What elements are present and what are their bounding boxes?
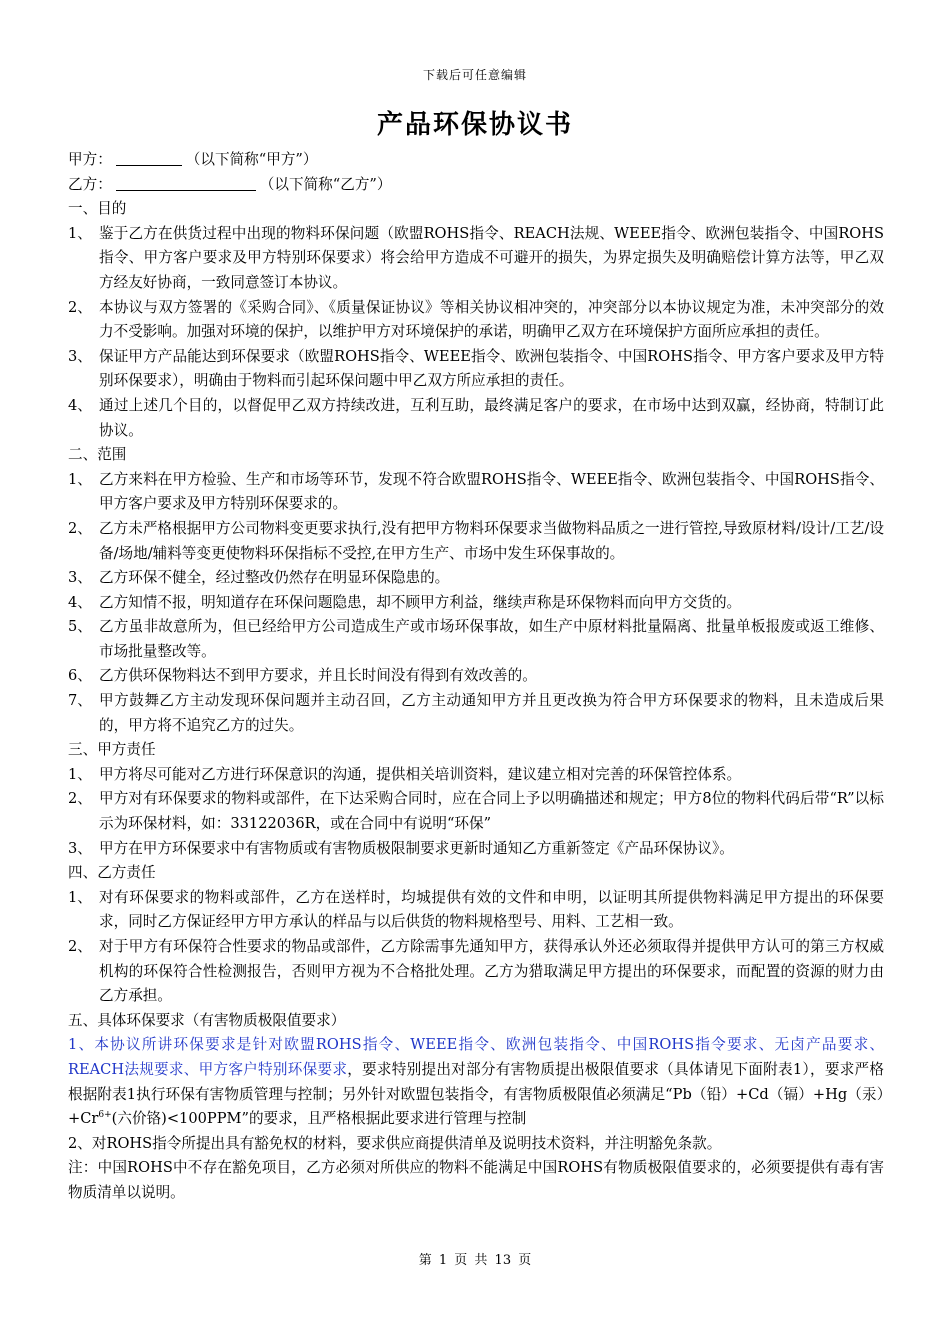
list-item [68, 689, 884, 738]
item-text: 保证甲方产品能达到环保要求（欧盟ROHS指令、WEEE指令、欧洲包装指令、中国ROHS指令、甲方客户要求及甲方特别环保要求），明确由于物料而引起环保问题中甲乙双方所应承担的责任。 [99, 347, 884, 390]
paragraph-text: ，要求特别提出对部分有害物质提出极限值要求（具体请见下面附表1），要求严格根据附表1执行环保有害物质管理与控制；另外针对欧盟包装指令，有害物质极限值必须满足“Pb（铅）+Cd（镉）+Hg（汞）+Cr [68, 1060, 884, 1128]
item-text: 鉴于乙方在供货过程中出现的物料环保问题（欧盟ROHS指令、REACH法规、WEEE指令、欧洲包装指令、中国ROHS指令、甲方客户要求及甲方特别环保要求）将会给甲方造成不可避开的损失，为界定损失及明确赔偿计算方法等，甲乙双方经友好协商，一致同意签订本协议。 [99, 224, 884, 291]
item-number: 4、 [68, 396, 92, 414]
list-item [68, 787, 884, 836]
item-number: 4、 [68, 593, 92, 611]
list-item [68, 763, 884, 788]
item-number: 1、 [68, 224, 92, 242]
section-heading-purpose: 一、目的 [68, 200, 127, 218]
item-text: 乙方环保不健全，经过整改仍然存在明显环保隐患的。 [99, 569, 450, 587]
list-item [68, 615, 884, 664]
item-text: 乙方来料在甲方检验、生产和市场等环节，发现不符合欧盟ROHS指令、WEEE指令、欧洲包装指令、中国ROHS指令、甲方客户要求及甲方特别环保要求的。 [99, 470, 884, 513]
item-text: 甲方在甲方环保要求中有害物质或有害物质极限制要求更新时通知乙方重新签定《产品环保协议》。 [99, 839, 734, 857]
party-a-label: 甲方： [68, 151, 112, 168]
document-body [68, 148, 884, 1206]
list-item [68, 468, 884, 517]
item-number: 2、 [68, 938, 92, 955]
section-heading-party-b-duty: 四、乙方责任 [68, 864, 156, 882]
item-text: 对有环保要求的物料或部件，乙方在送样时，均城提供有效的文件和申明，以证明其所提供物料满足甲方提出的环保要求，同时乙方保证经甲方甲方承认的样品与以后供货的物料规格型号、用料、工艺相一致。 [99, 888, 884, 931]
item-text: 乙方知情不报，明知道存在环保问题隐患，却不顾甲方利益，继续声称是环保物料而向甲方交货的。 [99, 593, 742, 611]
party-a-line [68, 148, 884, 173]
item-number: 5、 [68, 618, 92, 636]
item-number: 2、 [68, 519, 92, 537]
list-item [68, 935, 884, 1009]
item-number: 3、 [68, 569, 92, 587]
list-item [68, 394, 884, 443]
highlighted-text: 1、本协议所讲环保要求是针对欧盟ROHS指令、WEEE指令、欧洲包装指令、中国ROHS指令要求、无卤产品要求、REACH法规要求、甲方客户特别环保要求 [68, 1036, 884, 1078]
page-header: 下载后可任意编辑 [422, 68, 527, 82]
section-heading-requirements: 五、具体环保要求（有害物质极限值要求） [68, 1011, 346, 1029]
item-text: 甲方对有环保要求的物料或部件，在下达采购合同时，应在合同上予以明确描述和规定；甲方8位的物料代码后带“R”以标示为环保材料，如：33122036R，或在合同中有说明“环保” [99, 790, 884, 833]
paragraph-text: (六价铬)<100PPM”的要求，且严格根据此要求进行管理与控制 [111, 1110, 527, 1128]
item-text: 乙方虽非故意所为，但已经给甲方公司造成生产或市场环保事故，如生产中原材料批量隔离、批量单板报废或返工维修、市场批量整改等。 [99, 618, 884, 660]
requirement-paragraph-1 [68, 1033, 884, 1131]
list-item [68, 566, 884, 591]
item-text: 本协议与双方签署的《采购合同》、《质量保证协议》等相关协议相冲突的，冲突部分以本协议规定为准，未冲突部分的效力不受影响。加强对环境的保护，以维护甲方对环境保护的承诺，明确甲乙双方在环境保护方面所应承担的责任。 [99, 298, 884, 341]
list-item [68, 296, 884, 345]
list-item [68, 837, 884, 862]
list-item [68, 591, 884, 616]
requirement-paragraph-2: 2、对ROHS指令所提出具有豁免权的材料，要求供应商提供清单及说明技术资料，并注明豁免条款。 [68, 1134, 722, 1152]
item-number: 1、 [68, 765, 92, 783]
item-text: 甲方鼓舞乙方主动发现环保问题并主动召回，乙方主动通知甲方并且更改换为符合甲方环保要求的物料，且未造成后果的，甲方将不追究乙方的过失。 [99, 692, 884, 734]
party-b-line [68, 173, 884, 198]
item-number: 6、 [68, 667, 92, 685]
party-a-suffix: （以下简称“甲方”） [185, 151, 318, 168]
item-number: 1、 [68, 470, 92, 488]
item-text: 乙方未严格根据甲方公司物料变更要求执行,没有把甲方物料环保要求当做物料品质之一进行管控,导致原材料/设计/工艺/设备/场地/辅料等变更使物料环保指标不受控,在甲方生产、市场中发生环保事故的。 [99, 519, 884, 562]
list-item [68, 222, 884, 296]
party-b-label: 乙方： [68, 175, 112, 193]
item-number: 2、 [68, 298, 92, 316]
list-item [68, 345, 884, 394]
superscript-text: 6+ [98, 1110, 112, 1121]
list-item [68, 886, 884, 935]
item-text: 乙方供环保物料达不到甲方要求，并且长时间没有得到有效改善的。 [99, 667, 537, 685]
item-number: 2、 [68, 790, 92, 808]
item-number: 3、 [68, 347, 92, 365]
party-b-blank [116, 173, 256, 191]
item-text: 甲方将尽可能对乙方进行环保意识的沟通，提供相关培训资料，建议建立相对完善的环保管控体系。 [99, 765, 742, 783]
section-heading-scope: 二、范围 [68, 446, 127, 464]
item-number: 3、 [68, 839, 92, 857]
party-b-suffix: （以下简称“乙方”） [259, 175, 392, 193]
document-title: 产品环保协议书 [376, 110, 573, 140]
item-text: 对于甲方有环保符合性要求的物品或部件，乙方除需事先通知甲方，获得承认外还必须取得并提供甲方认可的第三方权威机构的环保符合性检测报告，否则甲方视为不合格批处理。乙方为猎取满足甲方提出的环保要求，而配置的资源的财力由乙方承担。 [99, 938, 884, 1005]
list-item [68, 664, 884, 689]
item-text: 通过上述几个目的，以督促甲乙双方持续改进，互利互助，最终满足客户的要求，在市场中达到双赢，经协商，特制订此协议。 [99, 396, 884, 439]
item-number: 7、 [68, 692, 92, 710]
party-a-blank [116, 148, 182, 166]
item-number: 1、 [68, 888, 92, 906]
note-paragraph: 注：中国ROHS中不存在豁免项目，乙方必须对所供应的物料不能满足中国ROHS有物质极限值要求的，必须要提供有毒有害物质清单以说明。 [68, 1159, 884, 1201]
page-footer: 第 1 页 共 13 页 [418, 1253, 532, 1268]
section-heading-party-a-duty: 三、甲方责任 [68, 741, 156, 759]
list-item [68, 517, 884, 566]
